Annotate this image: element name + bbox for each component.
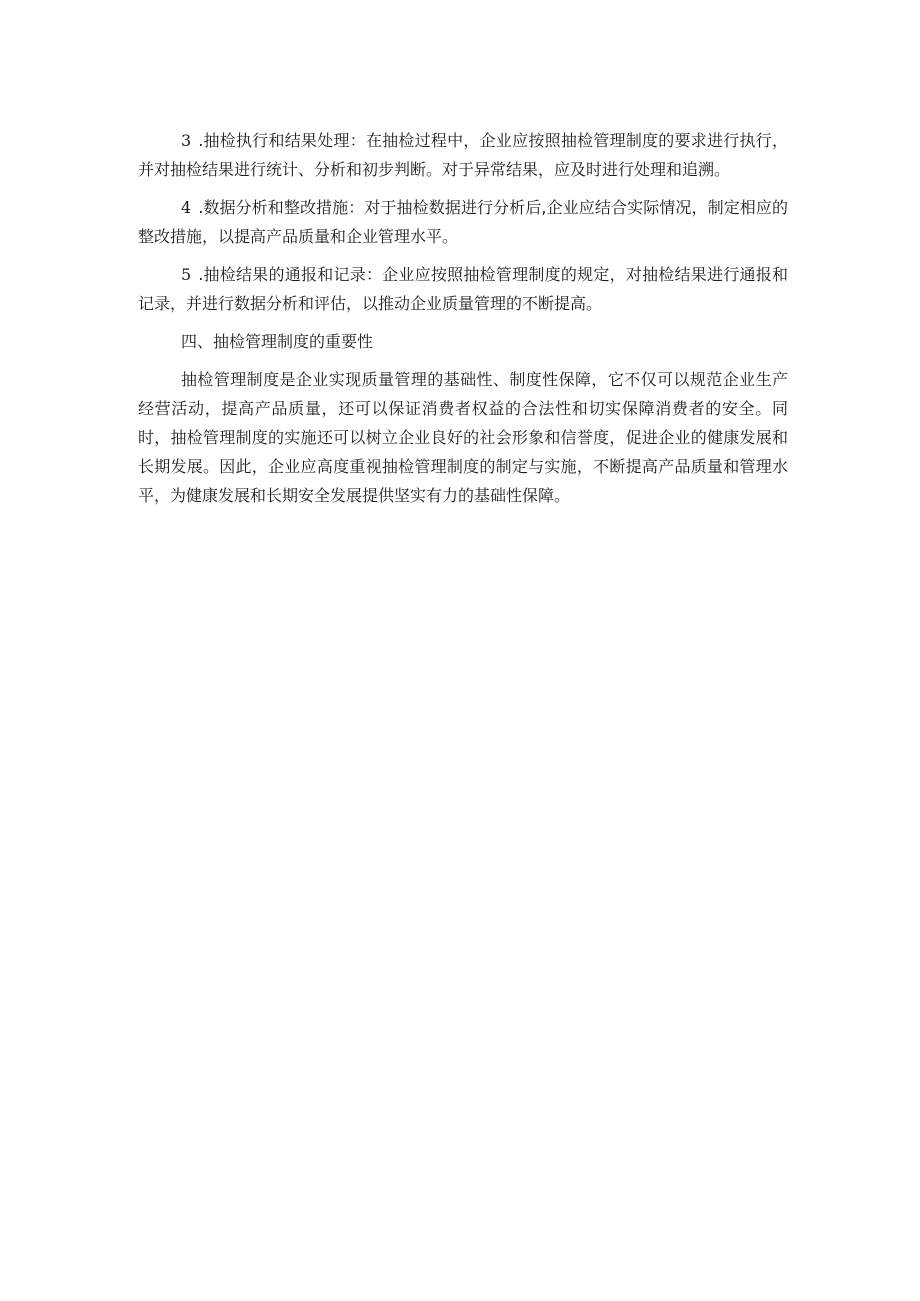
item-number: 4 [181, 198, 192, 217]
item-number: 5 [181, 265, 192, 284]
list-item-4 [138, 193, 788, 251]
item-number: 3 [181, 131, 192, 150]
item-text: .抽检结果的通报和记录：企业应按照抽检管理制度的规定，对抽检结果进行通报和记录，并进行数据分析和评估，以推动企业质量管理的不断提高。 [138, 265, 788, 313]
list-item-5 [138, 260, 788, 318]
document-page [138, 126, 788, 519]
item-text: .数据分析和整改措施：对于抽检数据进行分析后,企业应结合实际情况，制定相应的整改措施，以提高产品质量和企业管理水平。 [138, 198, 788, 246]
list-item-3 [138, 126, 788, 184]
body-paragraph: 抽检管理制度是企业实现质量管理的基础性、制度性保障，它不仅可以规范企业生产经营活动，提高产品质量，还可以保证消费者权益的合法性和切实保障消费者的安全。同时，抽检管理制度的实施还可以树立企业良好的社会形象和信誉度，促进企业的健康发展和长期发展。因此，企业应高度重视抽检管理制度的制定与实施，不断提高产品质量和管理水平，为健康发展和长期安全发展提供坚实有力的基础性保障。 [138, 370, 788, 505]
item-text: .抽检执行和结果处理：在抽检过程中，企业应按照抽检管理制度的要求进行执行，并对抽检结果进行统计、分析和初步判断。对于异常结果，应及时进行处理和追溯。 [138, 131, 788, 179]
section-heading: 四、抽检管理制度的重要性 [181, 332, 374, 351]
